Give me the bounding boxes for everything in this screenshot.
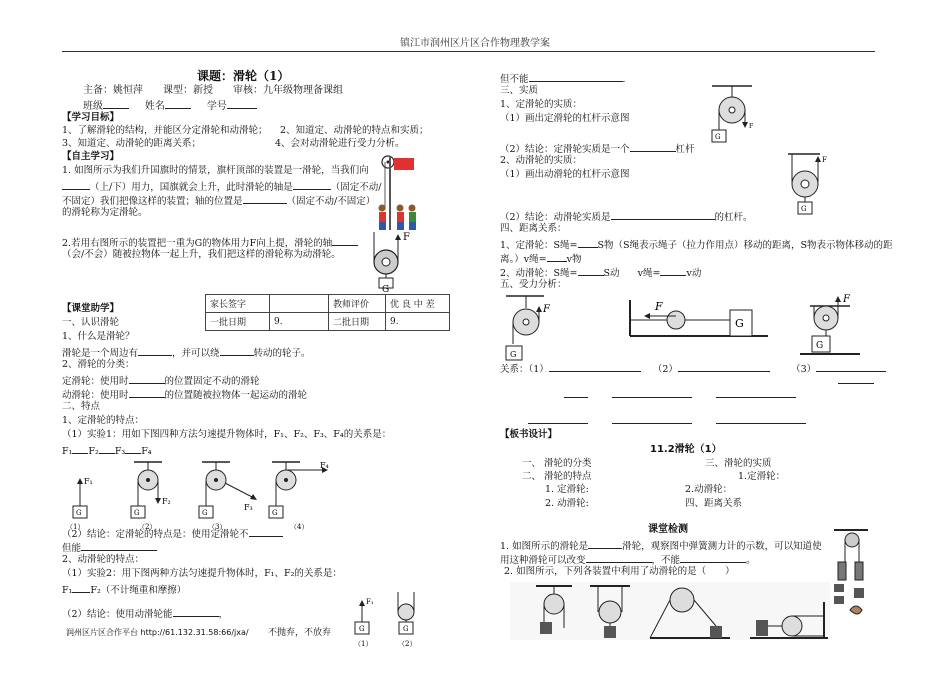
movable-a: 动滑轮：使用时 bbox=[62, 390, 129, 401]
label-G-3: G bbox=[202, 509, 208, 517]
label-G-2: G bbox=[134, 509, 140, 517]
rel-blank-1[interactable] bbox=[72, 444, 88, 454]
essence-1b-blank[interactable] bbox=[630, 142, 676, 152]
rel-extra-blanks-2 bbox=[528, 414, 806, 428]
con1-b: 但能 bbox=[62, 543, 82, 554]
rel-extra-blank-3[interactable] bbox=[716, 388, 796, 398]
batch1-date[interactable]: 9. bbox=[270, 313, 329, 331]
section-5: 五、受力分析： bbox=[500, 279, 567, 290]
test-option-figures bbox=[510, 582, 830, 640]
conclusion-1-line2 bbox=[62, 541, 157, 555]
rel-3-blank[interactable] bbox=[816, 362, 886, 372]
self-p1-text-d: 不固定）我们把像这样的装置；轴的位置是 bbox=[62, 196, 243, 207]
fixed-blank[interactable] bbox=[129, 374, 165, 384]
lever2-G-label: G bbox=[801, 205, 807, 213]
con2-blank[interactable] bbox=[173, 607, 219, 617]
d2-blank-2[interactable] bbox=[660, 266, 686, 276]
m-fig-label-2: （2） bbox=[398, 640, 417, 648]
fixed-pulley-fig-2 bbox=[131, 462, 171, 518]
m-label-G-1: G bbox=[359, 625, 365, 633]
movable-pulley-figure bbox=[368, 230, 418, 295]
essence-2b-a: （2）结论：动滑轮实质是 bbox=[500, 212, 611, 223]
rel-2-label: （2） bbox=[652, 364, 678, 375]
label-G-4: G bbox=[272, 509, 278, 517]
self-p1-line1: 1. 如图所示为我们升国旗时的情景，旗杆顶部的装置是一滑轮，当我们向 bbox=[62, 165, 369, 176]
self-blank-4[interactable] bbox=[332, 236, 358, 246]
fig-label-3: （3） bbox=[208, 523, 227, 531]
batch1-label: 一批日期 bbox=[206, 313, 270, 331]
question-2: 2、滑轮的分类： bbox=[62, 359, 135, 370]
self-blank-2[interactable] bbox=[293, 180, 331, 190]
essence-1a: （1）画出定滑轮的杠杆示意图 bbox=[500, 113, 630, 124]
def-blank-2[interactable] bbox=[220, 346, 254, 356]
con1-a: （2）结论：定滑轮的特点是：使用定滑轮不 bbox=[62, 529, 249, 540]
def-b: ，并可以绕 bbox=[172, 348, 220, 359]
student-info bbox=[83, 99, 257, 113]
board-r4: 四、距离关系 bbox=[685, 498, 743, 509]
rel-1-label: 关系：（1） bbox=[500, 364, 549, 375]
parent-sign-label: 家长签字 bbox=[206, 295, 270, 313]
fixed-pulley-lever-figure bbox=[706, 84, 766, 150]
d2-c: v绳= bbox=[637, 268, 661, 279]
footer-right: 不抛弃，不放弃 bbox=[268, 628, 332, 638]
board-l4: 2. 动滑轮: bbox=[545, 498, 589, 509]
movable-pulley-lever-figure bbox=[786, 152, 836, 222]
movable-pulley-experiment-figures bbox=[348, 590, 428, 660]
right-but-blank[interactable] bbox=[529, 72, 623, 82]
force-fig-2 bbox=[630, 300, 768, 336]
experiment-1-relation bbox=[62, 444, 152, 458]
class-field[interactable] bbox=[103, 99, 129, 109]
label-F2: F₂ bbox=[162, 497, 171, 506]
board-l1: 一、 滑轮的分类 bbox=[522, 458, 592, 469]
ff2-G: G bbox=[735, 317, 744, 330]
lesson-title: 课题：滑轮（1） bbox=[197, 69, 290, 83]
label-F3: F₃ bbox=[244, 503, 253, 512]
lever2-F-label: F bbox=[822, 156, 827, 164]
label-G-1: G bbox=[76, 509, 82, 517]
trait-1: 1、定滑轮的特点： bbox=[62, 415, 145, 426]
rel-3-label: （3） bbox=[791, 364, 817, 375]
board-r2: 1.定滑轮： bbox=[738, 471, 786, 482]
essence-2b bbox=[500, 210, 753, 224]
fig-label-2: （2） bbox=[138, 523, 157, 531]
d2-a: 2、动滑轮：S绳= bbox=[500, 268, 578, 279]
class-label: 班级 bbox=[83, 101, 103, 112]
d2-d: v动 bbox=[686, 268, 702, 279]
test-q1-c: 用这种滑轮可以改变 bbox=[500, 555, 586, 566]
m-fig-label-1: （1） bbox=[354, 640, 373, 648]
page-header: 镇江市润州区片区合作物理教学案 bbox=[400, 38, 550, 49]
lesson-meta: 主备：姚恒萍 课型：新授 审核：九年级物理备课组 bbox=[83, 85, 343, 96]
distance-fixed bbox=[500, 238, 893, 252]
self-blank-3[interactable] bbox=[243, 194, 287, 204]
m-label-G-2: G bbox=[403, 625, 409, 633]
essence-2b-blank[interactable] bbox=[611, 210, 715, 220]
self-p1-text-b: （上/下）用力，国旗就会上升，此时滑轮的轴是 bbox=[90, 182, 293, 193]
board-l3: 1. 定滑轮: bbox=[545, 484, 589, 495]
question-1: 1、什么是滑轮？ bbox=[62, 331, 135, 342]
essence-1b-a: （2）结论：定滑轮实质是一个 bbox=[500, 144, 630, 155]
teacher-eval-label: 教师评价 bbox=[329, 295, 386, 313]
board-title: 11.2滑轮（1） bbox=[650, 444, 722, 455]
distance-fixed-v bbox=[500, 252, 581, 266]
test-q1-a: 1. 如图所示的滑轮是 bbox=[500, 541, 589, 552]
def-a: 滑轮是一个周边有 bbox=[62, 348, 139, 359]
movable-fig-2 bbox=[398, 592, 414, 634]
con1-blank-2[interactable] bbox=[81, 541, 157, 551]
fixed-pulley-experiment-figures bbox=[62, 458, 342, 531]
movable-fig-1 bbox=[355, 598, 374, 634]
definition-line bbox=[62, 346, 311, 360]
experiment-2: （1）实验2：用下图两种方法匀速提升物体时，F₁、F₂的关系是： bbox=[62, 568, 342, 579]
lever-F-label: F bbox=[749, 123, 754, 130]
d1-blank-1[interactable] bbox=[578, 238, 598, 248]
test-q1-blank-3[interactable] bbox=[680, 553, 746, 563]
ff3-G: G bbox=[816, 341, 824, 351]
force-fig-1 bbox=[506, 296, 551, 360]
self-p2-line2: （会/不会）随被拉物体一起上升，我们把这样的滑轮称为动滑轮。 bbox=[62, 249, 341, 260]
rel2-a: F₁ bbox=[62, 585, 73, 596]
parent-sign-cell[interactable] bbox=[270, 295, 329, 313]
number-field[interactable] bbox=[227, 99, 257, 109]
rel-extra-blank-4[interactable] bbox=[528, 414, 588, 424]
right-but-line: 但不能 . bbox=[500, 74, 626, 85]
rel-extra-blank-6[interactable] bbox=[716, 414, 806, 424]
board-heading: 【板书设计】 bbox=[500, 429, 558, 440]
test-q1-blank-1[interactable] bbox=[588, 539, 622, 549]
ff1-G: G bbox=[510, 350, 517, 359]
students-icon bbox=[379, 205, 417, 231]
board-r1: 三、滑轮的实质 bbox=[705, 458, 772, 469]
self-p2-text-a: 2.若用右图所示的装置把一重为G的物体用力F向上提，滑轮的轴 bbox=[62, 238, 333, 249]
batch2-label: 二批日期 bbox=[329, 313, 386, 331]
movable-blank[interactable] bbox=[129, 388, 165, 398]
hand-icon bbox=[850, 606, 862, 614]
ff3-F: F bbox=[843, 294, 850, 305]
self-p1-text-c: （固定不动/ bbox=[330, 182, 382, 193]
label-F1: F₁ bbox=[84, 477, 93, 486]
sign-table bbox=[205, 294, 450, 331]
rel-blank-2[interactable] bbox=[99, 444, 115, 454]
essence-1b-b: 杠杆 bbox=[675, 144, 695, 155]
lever-G-label: G bbox=[715, 133, 721, 141]
goal-3: 3、知道定、动滑轮的距离关系； bbox=[62, 138, 202, 149]
self-p1-text-e: （固定不动/不固定） bbox=[286, 196, 376, 207]
rel-F2: F₂ bbox=[88, 446, 99, 457]
test-heading: 课堂检测 bbox=[648, 524, 688, 535]
rel-extra-blank-1[interactable] bbox=[564, 388, 588, 398]
teacher-eval-cell[interactable]: 优 良 中 差 bbox=[386, 295, 450, 313]
goal-2: 2、知道定、动滑轮的特点和实质； bbox=[280, 125, 429, 136]
movable-pulley-def bbox=[62, 388, 307, 402]
goals-heading: 【学习目标】 bbox=[62, 112, 120, 123]
flag-raising-figure bbox=[374, 150, 426, 232]
fig-label-1: （1） bbox=[66, 523, 85, 531]
self-p1-line3 bbox=[62, 194, 375, 208]
section-1: 一、认识滑轮 bbox=[62, 317, 120, 328]
header-rule bbox=[62, 51, 875, 52]
d2-blank-1[interactable] bbox=[578, 266, 604, 276]
test-q1-b: 滑轮，观察图中弹簧测力计的示数，可以知道使 bbox=[622, 541, 822, 552]
def-blank-1[interactable] bbox=[138, 346, 172, 356]
d2-b: S动 bbox=[603, 268, 620, 279]
rel-extra-blank-wrap bbox=[838, 374, 874, 388]
essence-1: 1、定滑轮的实质： bbox=[500, 99, 583, 110]
fixed-pulley-fig-3 bbox=[199, 462, 257, 518]
fig-label-4: （4） bbox=[290, 523, 309, 531]
board-r3: 2.动滑轮： bbox=[685, 484, 733, 495]
rel-extra-blank-5[interactable] bbox=[612, 414, 692, 424]
fixed-pulley-fig-4 bbox=[269, 461, 329, 518]
goal-4: 4、会对动滑轮进行受力分析。 bbox=[275, 138, 405, 149]
self-study-heading: 【自主学习】 bbox=[62, 151, 120, 162]
experiment-1: （1）实验1：用如下图四种方法匀速提升物体时，F₁、F₂、F₃、F₄的关系是： bbox=[62, 429, 392, 440]
fixed-b: 的位置固定不动的滑轮 bbox=[164, 376, 260, 387]
d1-c: 离。）v绳= bbox=[500, 254, 547, 265]
movable-b: 的位置随被拉物体一起运动的滑轮 bbox=[164, 390, 308, 401]
rel-F4: F₄ bbox=[141, 446, 152, 457]
rel-F1: F₁ bbox=[62, 446, 73, 457]
self-p1-line4: 的滑轮称为定滑轮。 bbox=[62, 207, 148, 218]
spring-scale-pulley-figure bbox=[824, 526, 876, 626]
rel-1-blank[interactable] bbox=[549, 362, 641, 372]
relation-line bbox=[500, 362, 886, 376]
name-label: 姓名 bbox=[144, 101, 165, 112]
test-q1-line2: 用这种滑轮可以改变 ，不能 。 bbox=[500, 555, 756, 566]
weight-label-G: G bbox=[382, 285, 390, 295]
rel-F3: F₃ bbox=[114, 446, 126, 457]
force-label-F: F bbox=[403, 232, 410, 243]
right-but: 但不能 bbox=[500, 74, 529, 85]
d1-a: 1、定滑轮：S绳= bbox=[500, 240, 578, 251]
footer-left: 润州区片区合作平台 http://61.132.31.58:66/jxa/ bbox=[66, 628, 249, 637]
fixed-pulley-def bbox=[62, 374, 260, 388]
rel2-blank[interactable] bbox=[72, 583, 90, 593]
essence-2a: （1）画出动滑轮的杠杆示意图 bbox=[500, 169, 630, 180]
d1-d: v物 bbox=[566, 254, 582, 265]
con1-blank-1[interactable] bbox=[249, 527, 283, 537]
conclusion-1 bbox=[62, 527, 283, 541]
batch2-date[interactable]: 9. bbox=[386, 313, 450, 331]
test-q1-line1 bbox=[500, 539, 822, 553]
fixed-pulley-fig-1 bbox=[73, 477, 93, 518]
test-q2: 2. 如图所示，下列各装置中利用了动滑轮的是（ ） bbox=[504, 566, 735, 577]
trait-2: 2、动滑轮的特点： bbox=[62, 554, 145, 565]
fixed-a: 定滑轮：使用时 bbox=[62, 376, 129, 387]
d1-b: S物（S绳表示绳子（拉力作用点）移动的距离，S物表示物体移动的距 bbox=[597, 240, 893, 251]
rel2-b: F₂（不计绳重和摩擦） bbox=[90, 585, 187, 596]
rel-blank-3[interactable] bbox=[125, 444, 141, 454]
board-l2: 二、 滑轮的特点 bbox=[522, 471, 592, 482]
rel-extra-blank-2[interactable] bbox=[612, 388, 692, 398]
self-p2-line1 bbox=[62, 236, 358, 250]
classroom-heading: 【课堂助学】 bbox=[62, 303, 120, 314]
essence-2: 2、动滑轮的实质： bbox=[500, 155, 583, 166]
experiment-2-relation bbox=[62, 583, 186, 597]
con2-a: （2）结论：使用动滑轮能 bbox=[62, 609, 173, 620]
force-analysis-figures bbox=[500, 292, 870, 364]
force-fig-3 bbox=[800, 294, 860, 354]
number-label: 学号 bbox=[206, 101, 227, 112]
def-c: 转动的轮子。 bbox=[253, 348, 311, 359]
section-3: 三、实质 bbox=[500, 85, 539, 96]
test-q1-d: ，不能 bbox=[651, 555, 681, 566]
ff2-F: F bbox=[655, 300, 663, 313]
conclusion-2: （2）结论：使用动滑轮能 ， bbox=[62, 609, 229, 620]
test-q1-blank-2[interactable] bbox=[586, 553, 652, 563]
ff1-F: F bbox=[543, 304, 550, 315]
name-field[interactable] bbox=[165, 99, 191, 109]
distance-movable bbox=[500, 266, 701, 280]
self-blank-1[interactable] bbox=[62, 180, 90, 190]
label-F4: F₄ bbox=[320, 461, 329, 470]
section-4: 四、距离关系： bbox=[500, 223, 567, 234]
rel-extra-blanks-1 bbox=[564, 388, 796, 402]
essence-1b bbox=[500, 142, 695, 156]
d1-blank-2[interactable] bbox=[547, 252, 567, 262]
rel-extra-blank-0[interactable] bbox=[838, 374, 874, 384]
m-label-F1: F₁ bbox=[366, 598, 374, 606]
rel-2-blank[interactable] bbox=[678, 362, 770, 372]
goal-1: 1、了解滑轮的结构，并能区分定滑轮和动滑轮； bbox=[62, 125, 268, 136]
section-2: 二、特点 bbox=[62, 401, 101, 412]
self-p1-line2 bbox=[62, 180, 381, 194]
essence-2b-b: 的杠杆。 bbox=[714, 212, 753, 223]
